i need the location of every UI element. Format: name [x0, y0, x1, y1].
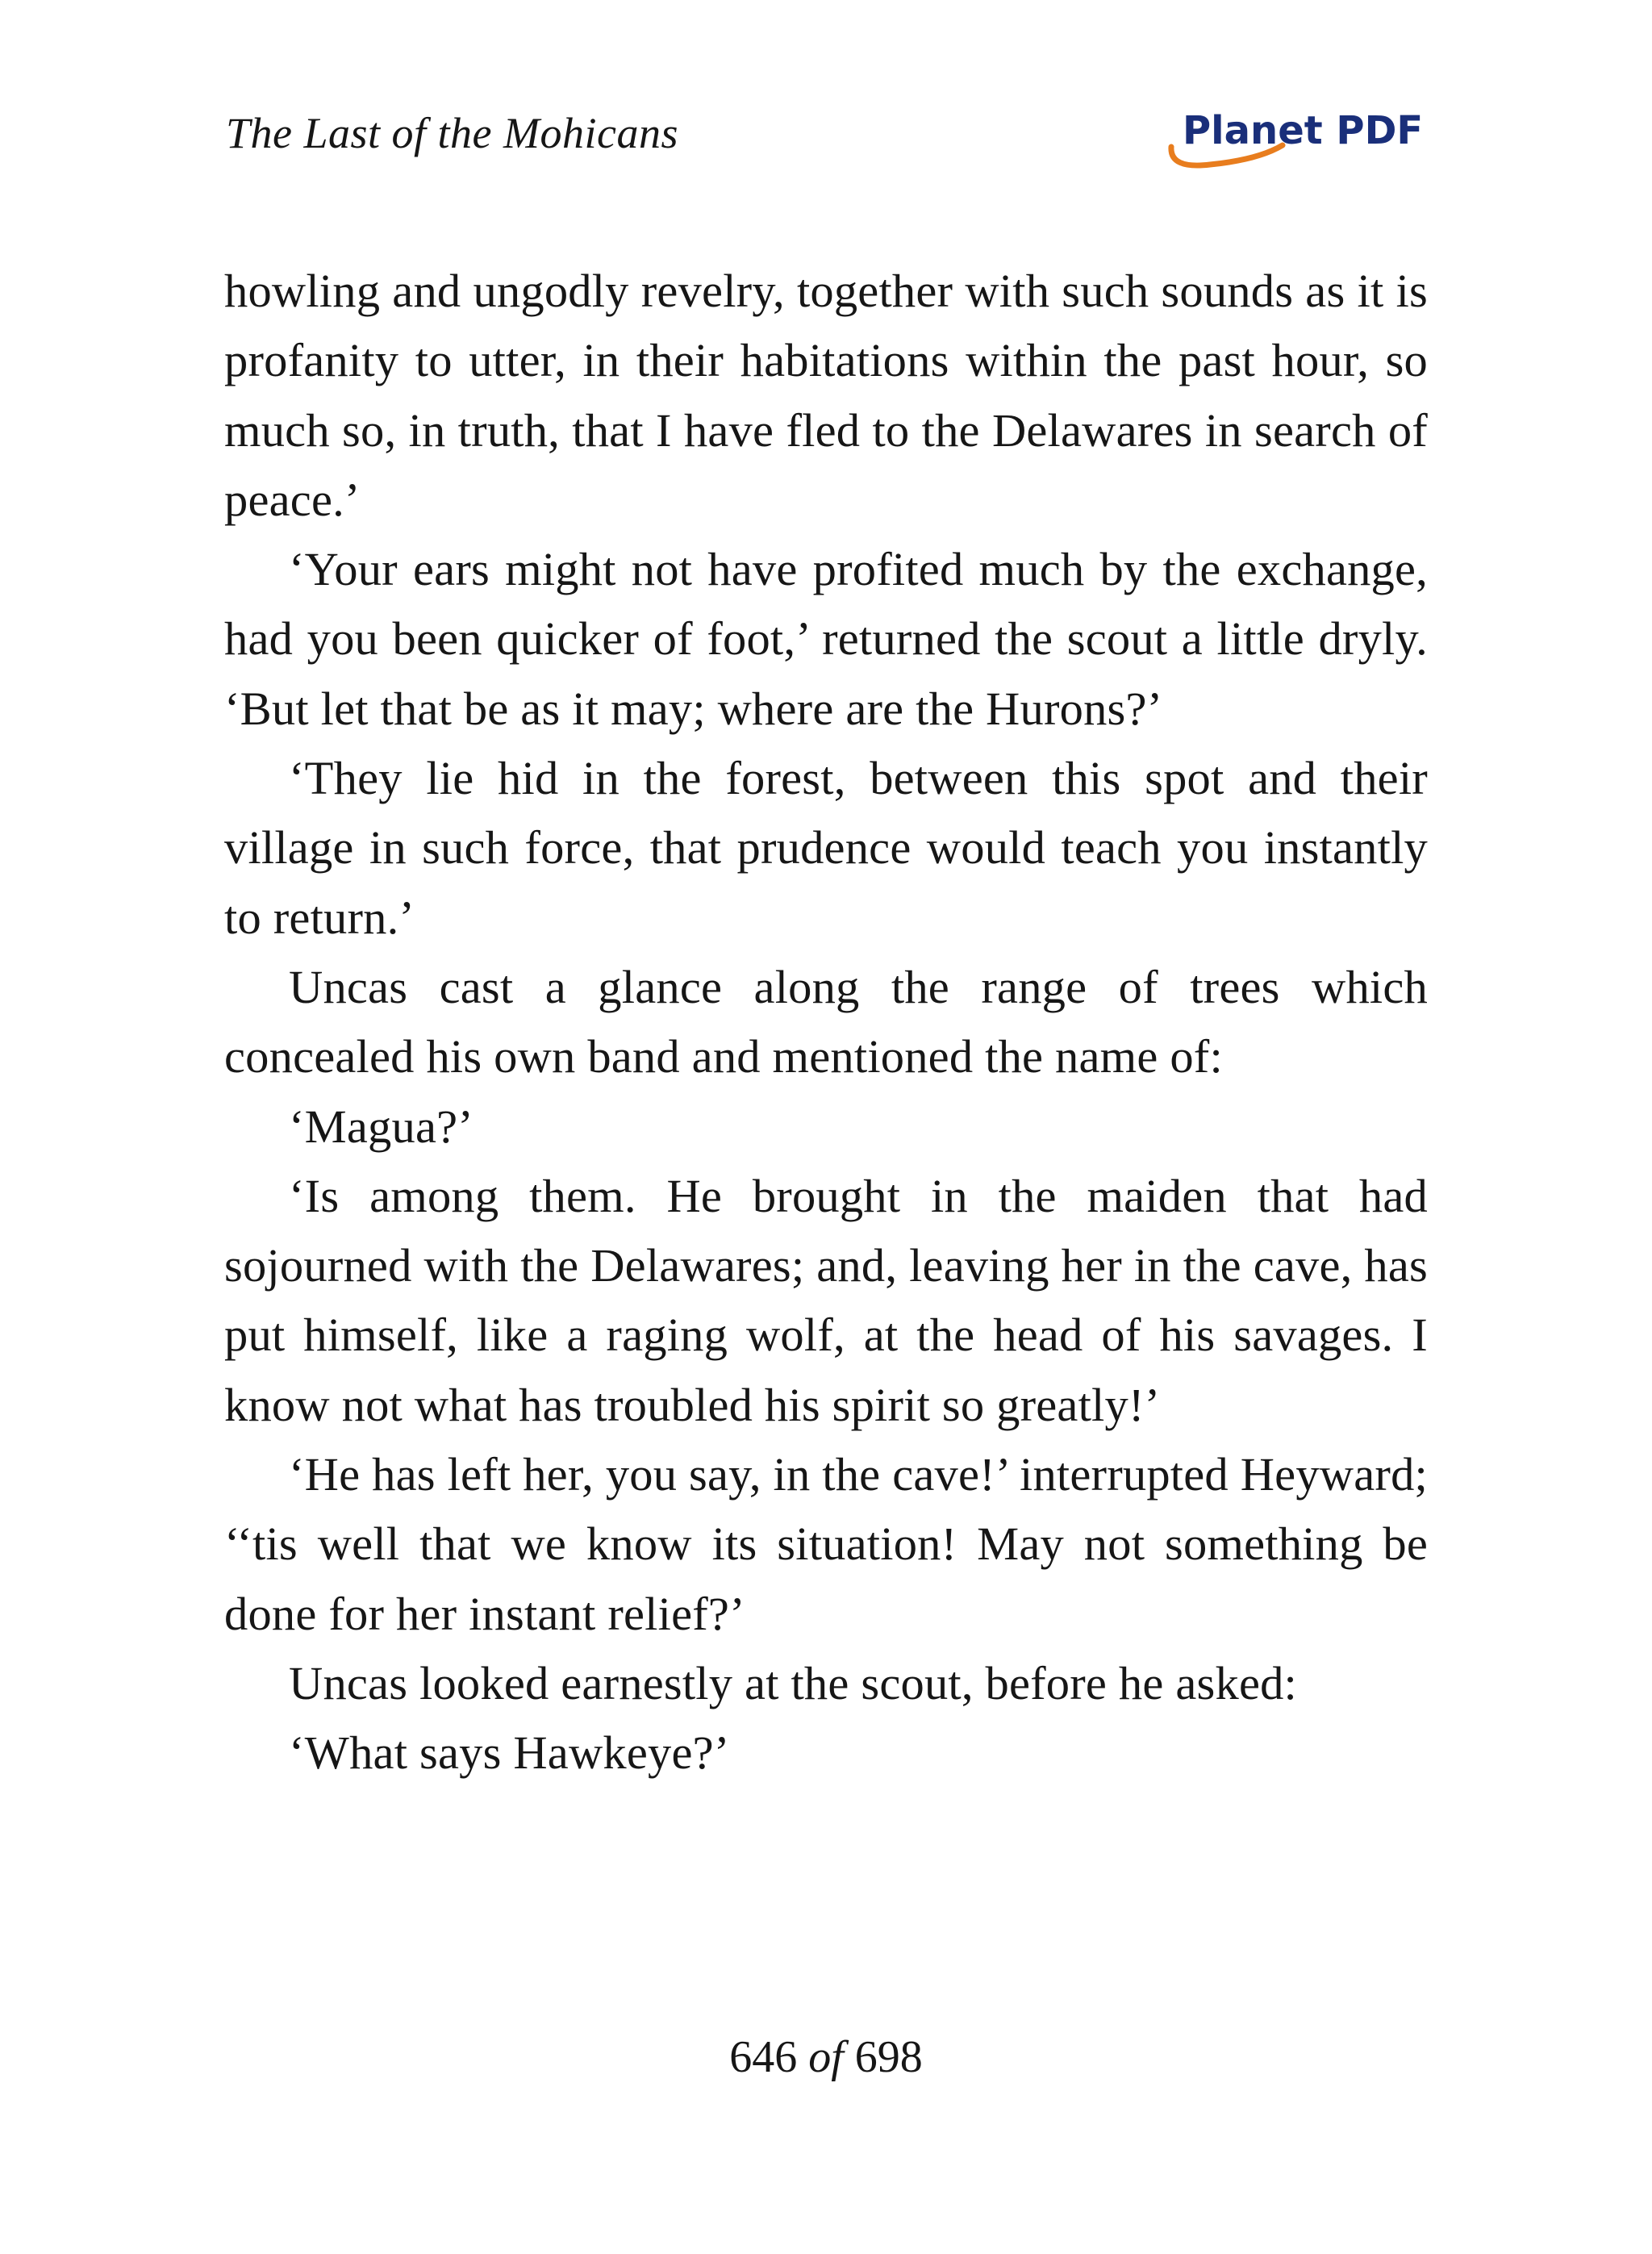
- current-page: 646: [729, 2032, 798, 2082]
- paragraph: ‘Magua?’: [289, 1100, 473, 1153]
- chapter-body: [224, 257, 1428, 1789]
- book-title: The Last of the Mohicans: [226, 109, 678, 157]
- page-number: [0, 2025, 1652, 2089]
- paragraph: ‘Is among them. He brought in the maiden that had sojourned with the Delawares; and, leaving her in the cave, has put himself, like a raging wolf, at the head of his savages. I know not what has troubled his spirit so greatly!’: [224, 1169, 1428, 1431]
- paragraph: ‘They lie hid in the forest, between this spot and their village in such force, that prudence would teach you instantly to return.’: [224, 752, 1428, 944]
- paragraph: Uncas looked earnestly at the scout, before he asked:: [289, 1656, 1298, 1709]
- svg-text:Planet PDF: Planet PDF: [1183, 108, 1424, 153]
- paragraph: ‘Your ears might not have profited much by the exchange, had you been quicker of foot,’ returned the scout a little dryly. ‘But let that be as it may; where are the Hurons?’: [224, 543, 1428, 735]
- paragraph: ‘What says Hawkeye?’: [289, 1726, 730, 1780]
- paragraph: howling and ungodly revelry, together with such sounds as it is profanity to utter, in their habitations within the past hour, so much so, in truth, that I have fled to the Delawares in search of peace.’: [224, 265, 1428, 526]
- page-of-label: of: [808, 2032, 844, 2082]
- paragraph: Uncas cast a glance along the range of trees which concealed his own band and mentioned the name of:: [224, 960, 1428, 1083]
- planet-pdf-logo: [1162, 97, 1428, 177]
- planet-pdf-logo-icon: [1162, 97, 1428, 177]
- paragraph: ‘He has left her, you say, in the cave!’ interrupted Heyward; ‘‘tis well that we know its situation! May not something be done for her instant relief?’: [224, 1448, 1428, 1640]
- total-pages: 698: [854, 2032, 923, 2082]
